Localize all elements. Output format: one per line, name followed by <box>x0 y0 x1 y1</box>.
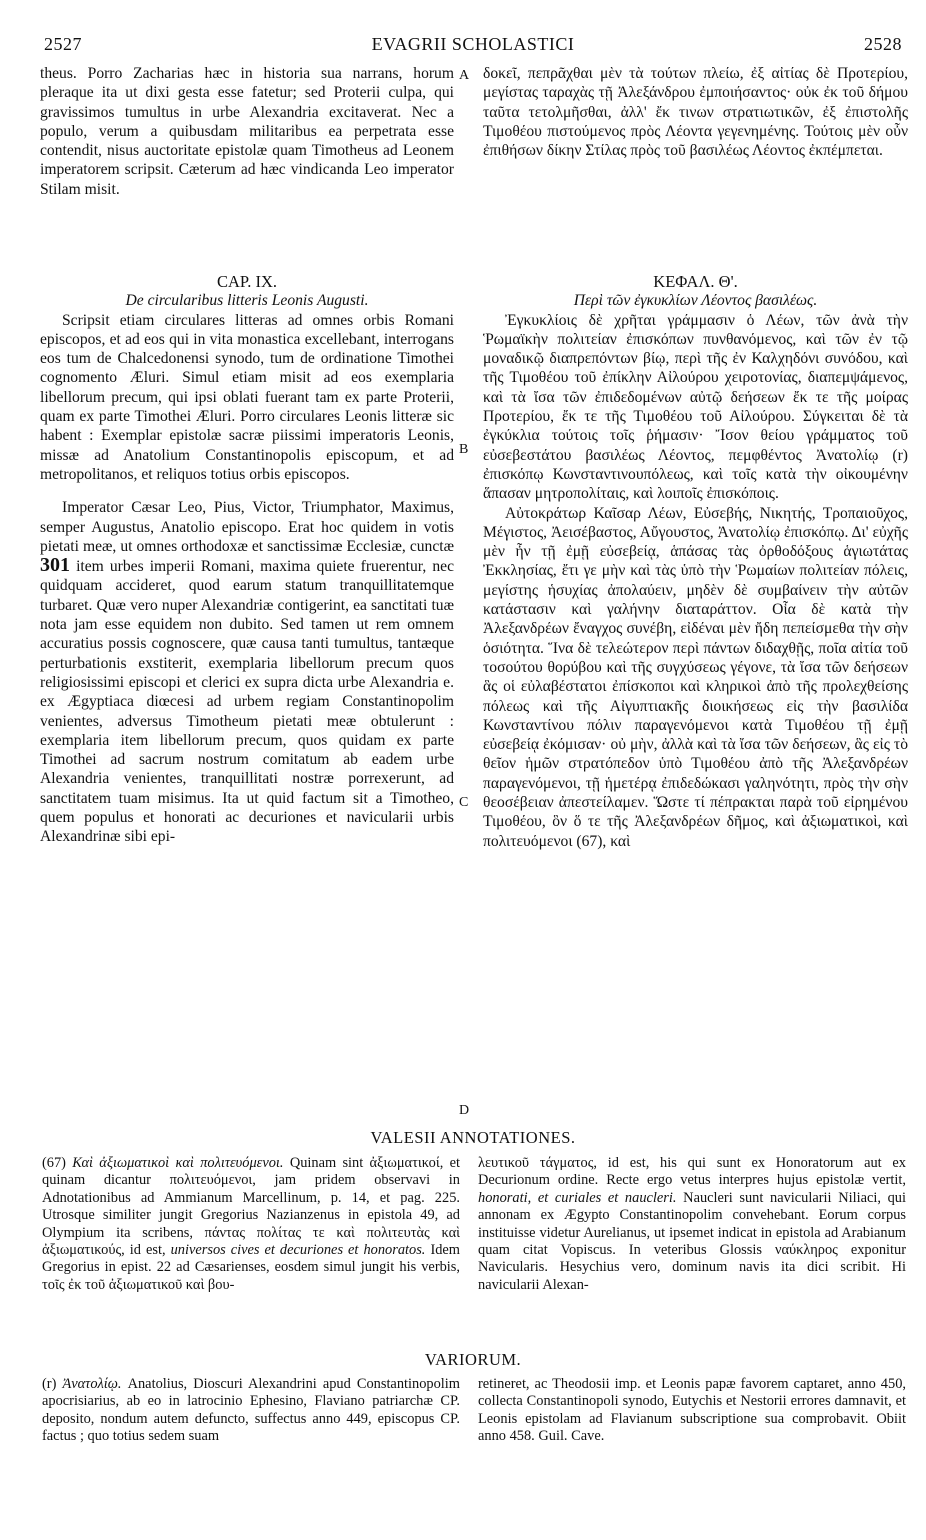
page-number-left: 2527 <box>44 34 82 54</box>
note-cont-a: λευτικοῦ τάγματος, id est, his qui sunt ex Honoratorum aut ex Decurionum ordine. Recte ergo vetus interpres hujus epistolæ vertit, <box>478 1155 906 1189</box>
running-header <box>40 34 906 58</box>
page-number-right: 2528 <box>864 34 902 54</box>
note-text-67-a: Quinam sint ἀξιωματικοί, et quinam dicantur πολιτευόμενοι, jam pridem observavi in Adnotationibus ad Ammianum Marcellinum, p. 14, et pag. 225. Utrosque similiter jungit Gregorius Nazianzenus in epistola 49, ad Olympium ita scribens, πάντας πολίτας τε καὶ πολιτευτὰς καὶ ἀξιωματικούς, id est, <box>42 1155 460 1259</box>
variorum-note-continued: retineret, ac Theodosii imp. et Leonis papæ favorem captaret, anno 450, collecta Constantinopoli synodo, Eutychis et Nestorii errores damnavit, et Leonis epistolam ad Flavianum subscriptione sua comprobavit. Obiit anno 458. Guil. Cave. <box>478 1376 906 1445</box>
note-text-67-italic: universos cives et decuriones et honoratos. <box>170 1242 426 1259</box>
running-title: EVAGRII SCHOLASTICI <box>371 34 575 54</box>
variorum-note-r <box>42 1376 460 1446</box>
note-cont-italic: honorati, et curiales et naucleri. <box>478 1189 677 1206</box>
latin-top-paragraph: theus. Porro Zacharias hæc in historia sua narrans, horum pleraque ita ut dixi gesta esse fatetur; sed Proterii culpa, qui gravissimos tumultus in urbe Alexandria excitaverat. Nec a populo, verum a quibusdam militaribus ea perpetrata esse contendit, nisus auctoritate epistolæ quam Timotheus ad Leonem imperatorem scripsit. Cæterum ad hæc vindicanda Leo imperator Stilam misit. <box>40 65 454 198</box>
greek-chapter-title: Περὶ τῶν ἐγκυκλίων Λέοντος βασιλέως. <box>573 292 818 310</box>
column-number-301: 301 <box>40 554 70 577</box>
note-ref-67: (67) <box>42 1155 66 1171</box>
variorum-heading: VARIORUM. <box>424 1350 522 1369</box>
valesii-left-column <box>42 1155 460 1294</box>
note-lemma-r: Ἀνατολίῳ. <box>62 1376 122 1392</box>
note-cont-b: Naucleri sunt navicularii Niliaci, qui annonam ex Ægypto Constantinopolim convehebant. Eorum corpus instituisse videtur Aurelianus, ut ipsemet indicat in epistola ad Arabianum quam citat Vopiscus. In veteribus Glossis ναύκληρος exponitur Navicularis. Hesychius vero, dominum navis ita dici scribit. Hi navicularii Alexan- <box>478 1189 907 1293</box>
latin-chapter-heading: CAP. IX. <box>216 272 278 291</box>
latin-paragraph-1: Scripsit etiam circulares litteras ad omnes orbis Romani episcopos, et ad eos qui in vita monastica excellebant, interrogans eos tum de Chalcedonensi synodo, tum de ordinatione Timothei cognomento Æluri. Simul etiam misit ad eos exemplaria libellorum precum, qui ipsi oblati fuerant tam ex parte Proterii, quam ex parte Timothei Æluri. Porro circulares Leonis litteræ sic habent : Exemplar epistolæ sacræ piissimi imperatoris Leonis, missæ ad Anatolium Constantinopolis episcopum, et ad metropolitanos, et reliquos totius orbis episcopos. <box>40 311 454 483</box>
greek-top-paragraph: δοκεῖ, πεπρᾶχθαι μὲν τὰ τούτων πλείω, ἐξ αἰτίας δὲ Προτερίου, μεγίστας ταραχὰς τῇ Ἀλεξάνδρου ἐμποιήσαντος· οὐκ ἐκ τοῦ δήμου ταῦτα τετολμῆσθαι, ἀλλ' ἔκ τινων στρατιωτικῶν, ἐξ ἐπιστολῆς Τιμοθέου πιστούμενος πρὸς Λέοντα γεγενημένης. Τούτοις μὲν οὖν ἐπιθήσων δίκην Στίλας πρὸς τοῦ βασιλέως Λέοντος ἐκπέμπεται. <box>483 65 908 160</box>
greek-paragraph-1: Ἐγκυκλίοις δὲ χρῆται γράμμασιν ὁ Λέων, τῶν ἀνὰ τὴν Ῥωμαϊκὴν πολιτείαν ἐπισκόπων πυνθανόμενος, καὶ τῶν ἐν τῷ μοναδικῷ διαπρεπόντων βίῳ, περὶ τῆς ἐν Καλχηδόνι συνόδου, καὶ τῆς Τιμοθέου τοῦ ἐπίκλην Αἰλούρου χειροτονίας, διαπεμψάμενος, καὶ τὰ ἴσα τῶν ἐπιδεδομένων αὐτῷ δεήσεων ἔκ τε τῆς μοίρας Προτερίου, ἔκ τε τῆς Τιμοθέου τοῦ Αἰλούρου. Σύγκειται δὲ τὰ ἐγκύκλια τούτοις τοῖς ῥήμασιν· Ἴσον θείου γράμματος τοῦ εὐσεβεστάτου βασιλέως Λέοντος, πεμφθέντος Ἀνατολίῳ (r) ἐπισκόπῳ Κωνσταντινουπόλεως, καὶ τοῖς κατὰ τὴν οἰκουμένην ἅπασαν μητροπολίταις, καὶ λοιποῖς ἐπισκόποις. <box>483 311 908 503</box>
latin-column-chapter <box>40 272 454 847</box>
margin-letter-c: C <box>459 795 469 810</box>
valesii-note-continued <box>478 1155 906 1294</box>
variorum-right-column <box>478 1376 906 1446</box>
latin-paragraph-2-end: item urbes imperii Romani, maxima quiete fruerentur, nec quidquam accideret, quod earum statum tranquillitatemque turbaret. Quæ vero nuper Alexandriæ contigerint, ea sanctitati tuæ nota jam esse equidem non dubito. Sed tamen ut rem omnem accuratius possis cognoscere, quæ causa tanti tumultus, tantæque perturbationis exstiterit, exemplaria libellorum precum quos religiosissimi episcopi et clerici ex supra dicta urbe Alexandria e. ex Ægyptiaca diœcesi ad urbem regiam Constantinopolim venientes, adversus Timotheum pietati meæ obtulerunt : exemplaria item libellorum precum, quos quidam ex parte Timothei ad sacrum nostrum comitatum ab eadem urbe Alexandria venientes, tranquillitati nostræ porrexerunt, ad sanctitatem tuam misimus. Ita ut quid factum sit a Timotheo, quem populus et honorati ac decuriones et navicularii urbis Alexandrinæ sibi epi- <box>40 558 454 846</box>
latin-paragraph-2-start: Imperator Cæsar Leo, Pius, Victor, Triumphator, Maximus, semper Augustus, Anatolio episcopo. Erat hoc quidem in votis pietati meæ, ut omnes orthodoxæ et sanctissimæ Ecclesiæ, cunctæ <box>40 499 454 555</box>
note-text-r: Anatolius, Dioscuri Alexandrini apud Constantinopolim apocrisiarius, ab eo in latrocinio Ephesino, Flaviano patriarchæ CP. deposito, nondum autem defuncto, suffectus anno 449, episcopus CP. factus ; quo totius sedem suam <box>42 1376 460 1445</box>
greek-column-chapter <box>483 272 908 851</box>
margin-letter-b: B <box>459 442 469 457</box>
greek-chapter-heading: ΚΕΦΑΛ. Θ'. <box>653 272 738 291</box>
greek-paragraph-2: Αὐτοκράτωρ Καῖσαρ Λέων, Εὐσεβής, Νικητής, Τροπαιοῦχος, Μέγιστος, Ἀεισέβαστος, Αὔγουστος, Ἀνατολίῳ ἐπισκόπῳ. Δι' εὐχῆς μὲν ἦν τῇ ἐμῇ εὐσεβείᾳ, ἁπάσας τὰς ὀρθοδόξους ἁγιωτάτας Ἐκκλησίας, ἔτι γε μὴν καὶ τὰς ὑπὸ τὴν Ῥωμαίων πολιτείαν πόλεις, μεγίστης ἡσυχίας ἀπολαύειν, μηδὲν δὲ συμβαίνειν τὴν αὐτῶν κατάστασιν καὶ γαλήνην διαταράττον. Οἷα δὲ κατὰ τὴν Ἀλεξανδρέων ἔναγχος συνέβη, εἰδέναι μὲν ἤδη πεπείσμεθα τὴν σὴν ὁσιότητα. Ἵνα δὲ τελεώτερον περὶ πάντων διδαχθῇς, ποῖα αἰτία τοῦ τοσούτου θορύβου καὶ τῆς συγχύσεως γέγονε, τὰ ἴσα τῶν δεήσεων ἃς οἱ εὐλαβέστατοι ἐπίσκοποι καὶ κληρικοὶ ἀπὸ τῆς προλεχθείσης πόλεως καὶ τῆς Αἰγυπτιακῆς διοικήσεως εἰς τὴν βασιλίδα Κωνσταντίνου πόλιν παραγενόμενοι κατὰ Τιμοθέου τῇ ἐμῇ εὐσεβείᾳ ἐκόμισαν· οὐ μὴν, ἀλλὰ καὶ τὰ ἴσα τῶν δεήσεων, ἃς εἰς τὸ θεῖον ἡμῶν στρατόπεδον ὑπὸ Τιμοθέου ἀπὸ τῆς Ἀλεξανδρέων παραγενόμενοι, τῇ ἡμετέρᾳ ἐπιδεδώκασι γαληνότητι, πρὸς τὴν σὴν θεοσέβειαν ἀπεστείλαμεν. Ὥστε τί πέπρακται παρὰ τοῦ εἰρημένου Τιμοθέου, ὃν ὅ τε τῆς Ἀλεξανδρέων δῆμος, καὶ ἀξιωματικοὶ, καὶ πολιτευόμενοι (67), καὶ <box>483 504 908 850</box>
margin-letter-d: D <box>459 1103 470 1118</box>
greek-column-top <box>483 64 908 160</box>
margin-letter-a: A <box>459 68 470 83</box>
latin-paragraph-2 <box>40 498 454 846</box>
latin-chapter-title: De circularibus litteris Leonis Augusti. <box>125 292 369 310</box>
note-text-67-b: Idem Gregorius in epist. 22 ad Cæsarienses, eosdem simul jungit his verbis, τοῖς ἐκ τοῦ ἀξιωματικοῦ καὶ βου- <box>42 1242 461 1293</box>
variorum-left-column <box>42 1376 460 1446</box>
valesii-right-column <box>478 1155 906 1294</box>
note-ref-r: (r) <box>42 1376 57 1392</box>
valesii-note-67 <box>42 1155 460 1294</box>
note-lemma-67: Καὶ ἀξιωματικοὶ καὶ πολιτευόμενοι. <box>72 1155 284 1171</box>
valesii-heading: VALESII ANNOTATIONES. <box>370 1128 576 1147</box>
latin-column-top <box>40 64 454 199</box>
